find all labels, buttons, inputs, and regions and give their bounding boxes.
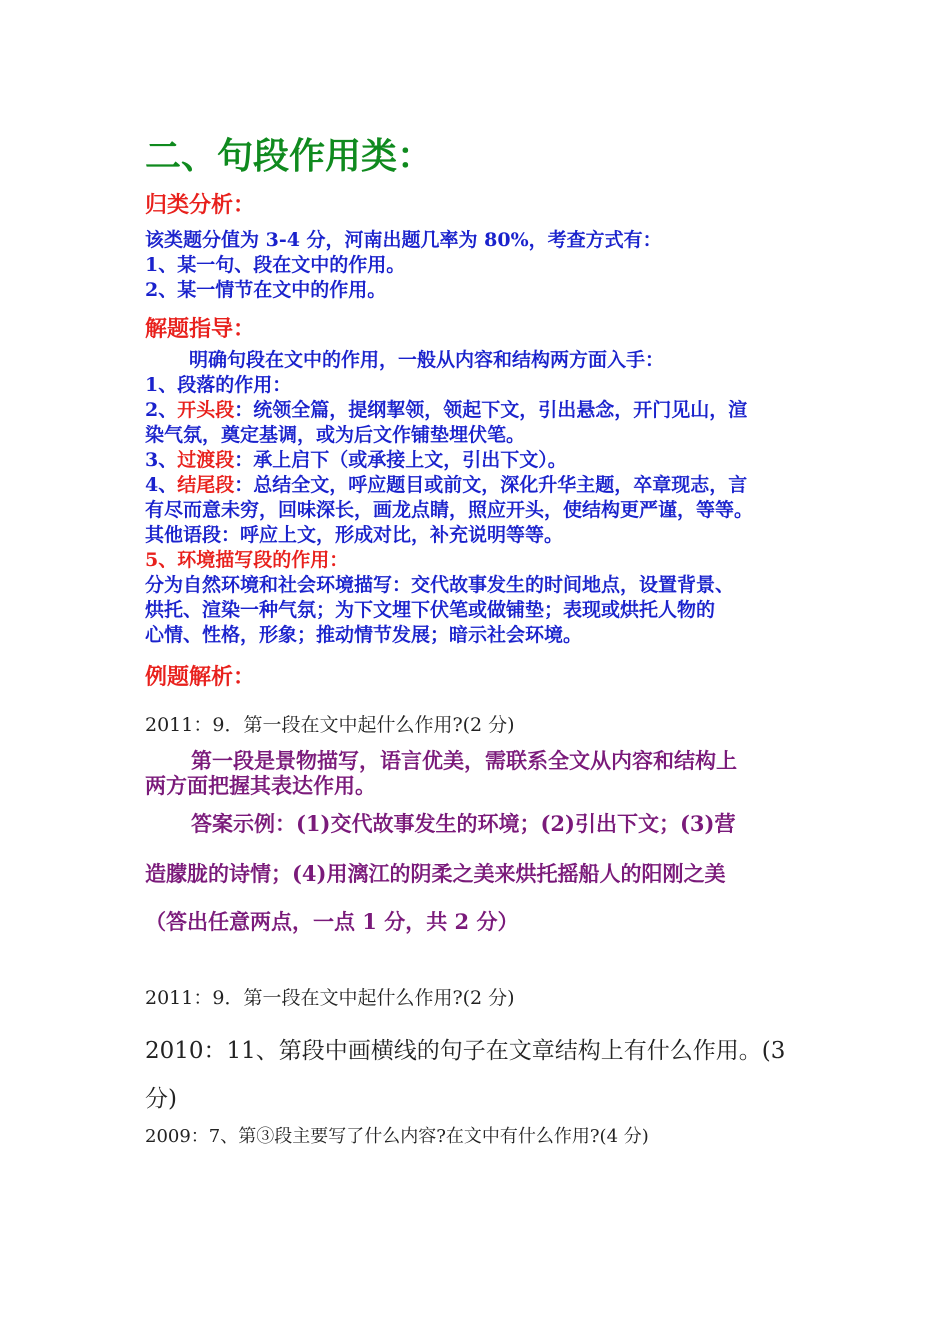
item-number: 4、: [145, 474, 178, 496]
page-title: 二、句段作用类：: [145, 136, 434, 177]
question-2009: 2009：7、第③段主要写了什么内容?在文中有什么作用?(4 分): [145, 1126, 649, 1147]
section-heading-guidance: 解题指导：: [145, 316, 256, 342]
question-2010-cont: 分): [145, 1086, 177, 1112]
keyword-ending: 结尾段: [177, 474, 235, 496]
text-line: 5、环境描写段的作用：: [145, 549, 349, 571]
analysis-line: 两方面把握其表达作用。: [145, 773, 376, 798]
item-text: ：总结全文，呼应题目或前文，深化升华主题，卒章现志，言: [234, 474, 748, 496]
text-line: 有尽而意未穷，回味深长，画龙点睛，照应开头，使结构更严谨，等等。: [145, 499, 754, 521]
text-line: [145, 448, 825, 473]
text-line: 明确句段在文中的作用，一般从内容和结构两方面入手：: [189, 349, 665, 371]
text-line: 心情、性格，形象；推动情节发展；暗示社会环境。: [145, 624, 583, 646]
question-2011-b: 2011：9．第一段在文中起什么作用?(2 分): [145, 987, 515, 1009]
section-heading-classification: 归类分析：: [145, 192, 256, 218]
text-line: 1、某一句、段在文中的作用。: [145, 254, 406, 276]
text-line: 烘托、渲染一种气氛；为下文埋下伏笔或做铺垫；表现或烘托人物的: [145, 599, 716, 621]
text-line: [145, 398, 825, 423]
answer-line: 造朦胧的诗情；(4)用漓江的阴柔之美来烘托摇船人的阳刚之美: [145, 861, 726, 886]
keyword-transition: 过渡段: [177, 449, 235, 471]
item-text: ：统领全篇，提纲挈领，领起下文，引出悬念，开门见山，渲: [234, 399, 748, 421]
item-number: 2、: [145, 399, 178, 421]
keyword-opening: 开头段: [177, 399, 235, 421]
answer-line: 答案示例：(1)交代故事发生的环境；(2)引出下文；(3)营: [191, 811, 736, 836]
text-line: 分为自然环境和社会环境描写：交代故事发生的时间地点，设置背景、: [145, 574, 735, 596]
section-heading-examples: 例题解析：: [145, 664, 256, 690]
text-line: 2、某一情节在文中的作用。: [145, 279, 387, 301]
text-line: 该类题分值为 3-4 分，河南出题几率为 80%，考查方式有：: [145, 229, 662, 251]
question-2011-a: 2011：9．第一段在文中起什么作用?(2 分): [145, 714, 515, 736]
item-text: ：承上启下（或承接上文，引出下文）。: [234, 449, 567, 471]
classification-text: [145, 228, 825, 303]
text-line: 其他语段：呼应上文，形成对比，补充说明等等。: [145, 524, 564, 546]
question-2010: 2010：11、第段中画横线的句子在文章结构上有什么作用。(3: [145, 1038, 786, 1064]
text-line: 染气氛，奠定基调，或为后文作铺垫埋伏笔。: [145, 424, 526, 446]
item-number: 3、: [145, 449, 178, 471]
guidance-text: [145, 348, 825, 648]
text-line: [145, 473, 825, 498]
answer-line: （答出任意两点，一点 1 分，共 2 分）: [145, 909, 519, 934]
analysis-line: 第一段是景物描写，语言优美，需联系全文从内容和结构上: [191, 748, 737, 773]
text-line: 1、段落的作用：: [145, 374, 292, 396]
